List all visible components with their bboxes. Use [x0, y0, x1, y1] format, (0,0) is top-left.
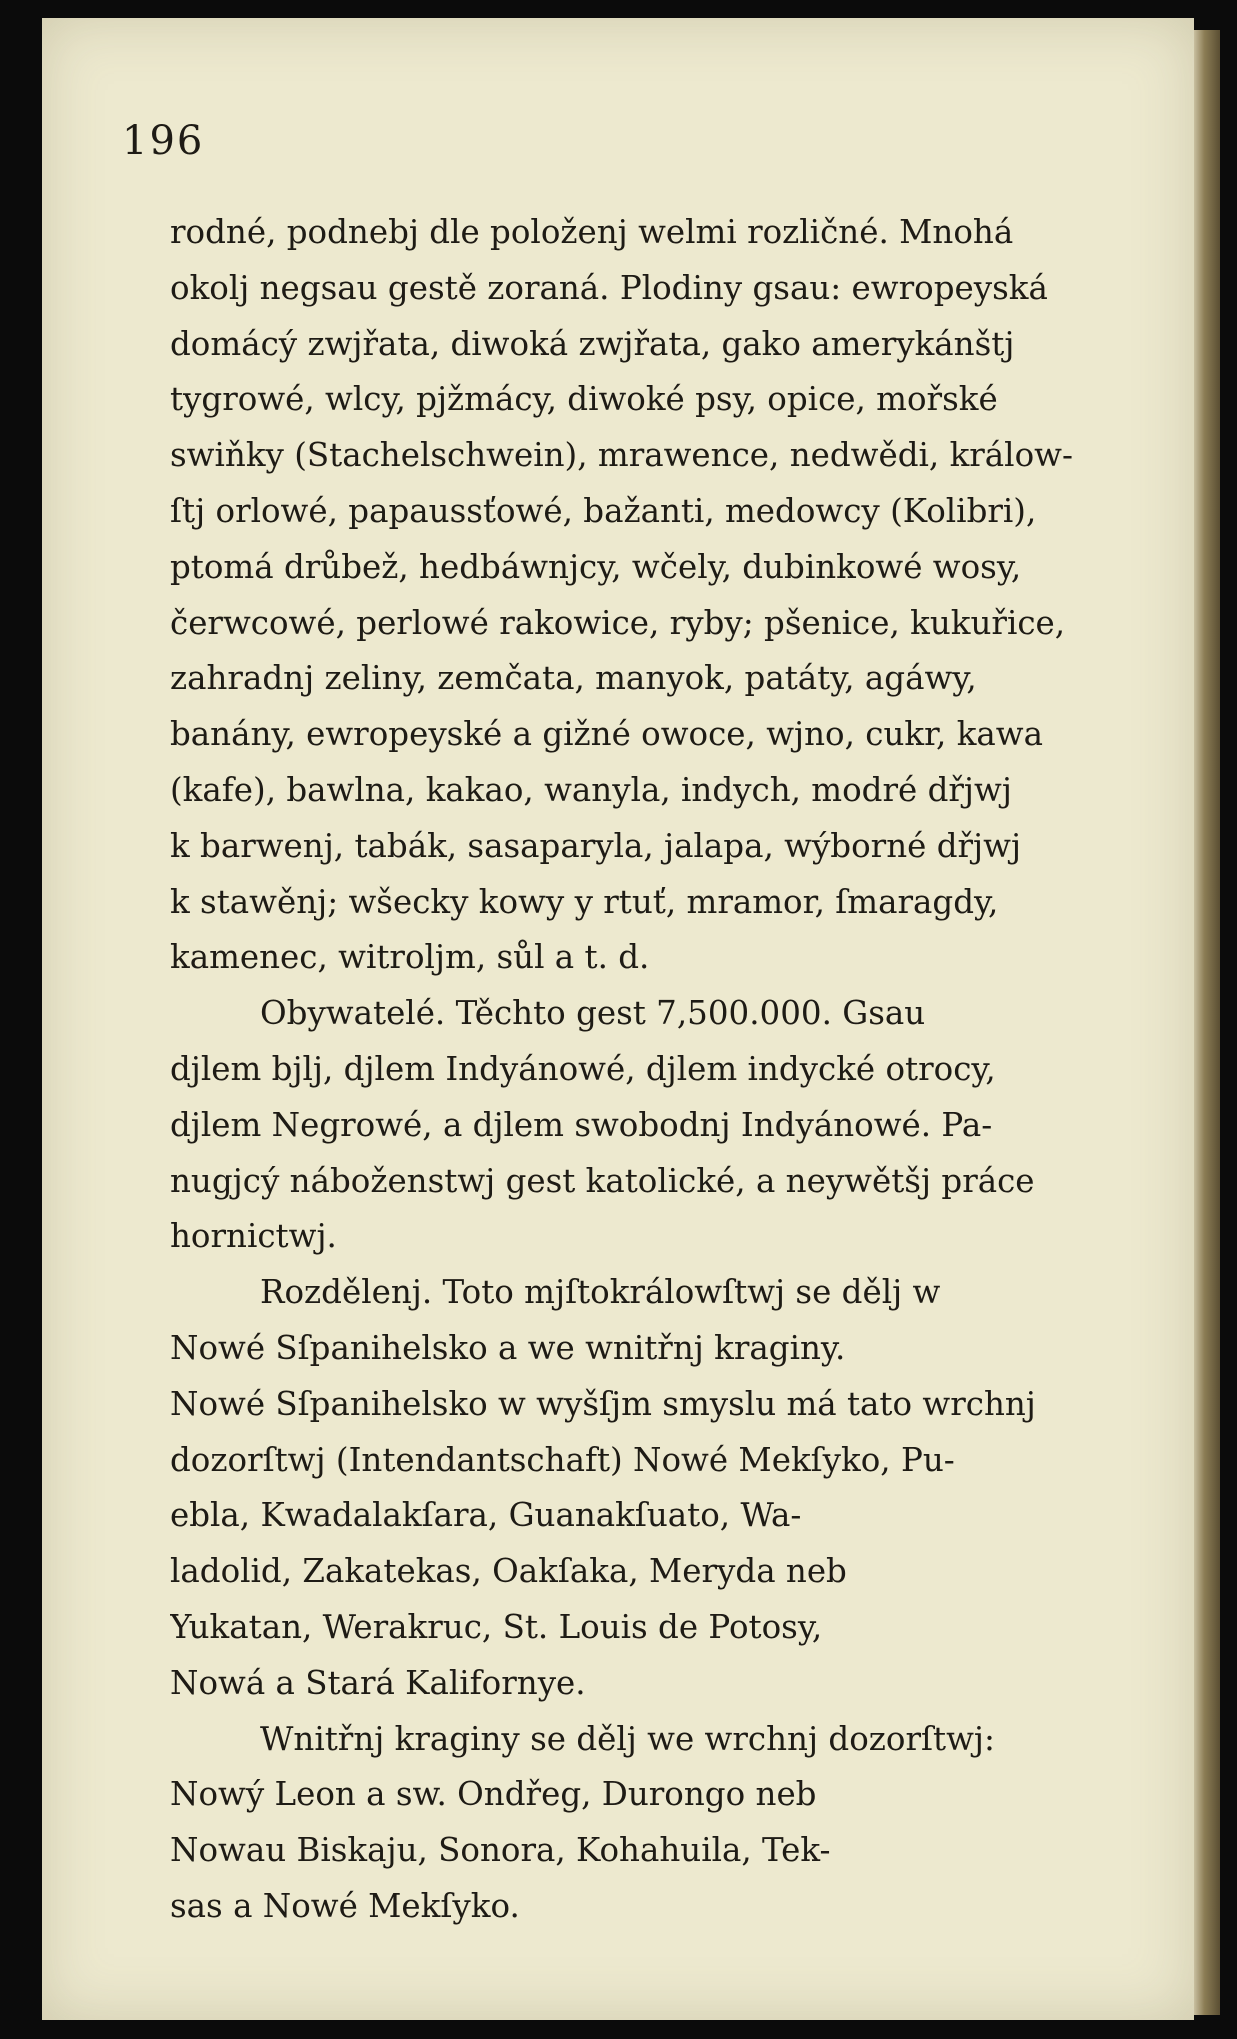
text-line: domácý zwjřata, diwoká zwjřata, gako amerykánštj: [170, 324, 1015, 363]
page-edge-shadow: [1194, 30, 1220, 2015]
text-line: sas a Nowé Mekſyko.: [170, 1886, 520, 1925]
text-line: djlem Negrowé, a djlem swobodnj Indyánowé. Pa-: [170, 1105, 993, 1144]
paragraph-inner-provinces: [170, 1712, 1100, 1935]
page-number: 196: [122, 118, 205, 164]
text-line: hornictwj.: [170, 1217, 337, 1256]
text-line: kamenec, witroljm, sůl a t. d.: [170, 938, 650, 977]
text-line: k stawěnj; wšecky kowy y rtuť, mramor, ſmaragdy,: [170, 882, 999, 921]
paragraph-inhabitants: [170, 986, 1100, 1265]
text-line: nugjcý náboženstwj gest katolické, a neywětšj práce: [170, 1161, 1035, 1200]
text-line: ſtj orlowé, papaussťowé, bažanti, medowcy (Kolibri),: [170, 491, 1037, 530]
text-line: Rozdělenj. Toto mjſtokrálowſtwj se dělj w: [260, 1273, 941, 1312]
text-line: Nowau Biskaju, Sonora, Kohahuila, Tek-: [170, 1831, 831, 1870]
text-line: (kafe), bawlna, kakao, wanyla, indych, modré dřjwj: [170, 770, 1012, 809]
text-line: swiňky (Stachelschwein), mrawence, nedwědi, králow-: [170, 436, 1073, 475]
text-line: Nowé Sſpanihelsko a we wnitřnj kraginy.: [170, 1328, 846, 1367]
paragraph-fauna-flora: [170, 205, 1100, 986]
text-line: okolj negsau gestě zoraná. Plodiny gsau: ewropeyská: [170, 268, 1048, 307]
text-line: ebla, Kwadalakſara, Guanakſuato, Wa-: [170, 1496, 802, 1535]
text-line: ladolid, Zakatekas, Oakſaka, Meryda neb: [170, 1552, 847, 1591]
text-line: rodné, podnebj dle položenj welmi rozličné. Mnohá: [170, 213, 1014, 251]
paragraph-division: [170, 1265, 1100, 1711]
text-line: Nowé Sſpanihelsko w wyšſjm smyslu má tato wrchnj: [170, 1384, 1036, 1423]
text-line: dozorſtwj (Intendantschaft) Nowé Mekſyko, Pu-: [170, 1440, 955, 1479]
text-line: djlem bjlj, djlem Indyánowé, djlem indycké otrocy,: [170, 1049, 996, 1088]
text-line: tygrowé, wlcy, pjžmácy, diwoké psy, opice, mořské: [170, 380, 998, 419]
page-text: [170, 205, 1100, 1935]
text-line: banány, ewropeyské a gižné owoce, wjno, cukr, kawa: [170, 715, 1043, 754]
text-line: Nowá a Stará Kalifornye.: [170, 1663, 586, 1702]
text-line: k barwenj, tabák, sasaparyla, jalapa, wýborné dřjwj: [170, 826, 1022, 865]
text-line: ptomá drůbež, hedbáwnjcy, wčely, dubinkowé wosy,: [170, 547, 1022, 586]
text-line: Yukatan, Werakruc, St. Louis de Potosy,: [170, 1607, 823, 1646]
text-line: Wnitřnj kraginy se dělj we wrchnj dozorſtwj:: [260, 1719, 995, 1758]
text-line: čerwcowé, perlowé rakowice, ryby; pšenice, kukuřice,: [170, 603, 1066, 642]
text-line: zahradnj zeliny, zemčata, manyok, patáty, agáwy,: [170, 659, 977, 698]
text-line: Nowý Leon a sw. Ondřeg, Durongo neb: [170, 1775, 817, 1814]
text-line: Obywatelé. Těchto gest 7,500.000. Gsau: [260, 994, 926, 1033]
